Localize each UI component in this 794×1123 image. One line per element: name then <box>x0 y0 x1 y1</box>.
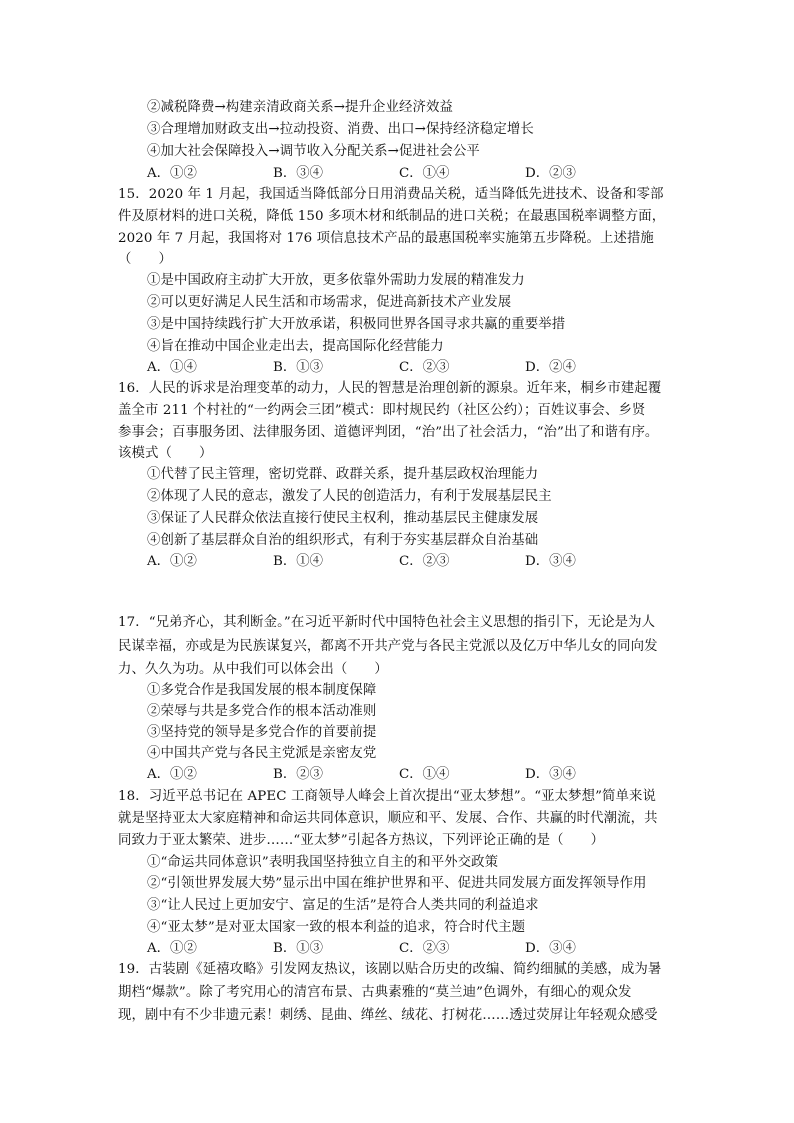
q19-stem-line: 现，剧中有不少非遗元素！刺绣、昆曲、缂丝、绒花、打树花……透过荧屏让年轻观众感受 <box>118 1008 658 1023</box>
q15-stem-line: （ ） <box>118 252 172 267</box>
q14-option-4: ④加大社会保障投入→调节收入分配关系→促进社会公平 <box>147 144 480 159</box>
q16-stem-line: 16．人民的诉求是治理变革的动力，人民的智慧是治理创新的源泉。近年来，桐乡市建起覆 <box>118 381 662 396</box>
q18-choices <box>147 938 627 960</box>
q14-choice-d: D．②③ <box>525 166 576 181</box>
q15-stem-line: 2020 年 7 月起，我国将对 176 项信息技术产品的最惠国税率实施第五步降税。上述措施 <box>118 231 654 246</box>
q18-stem-line: 同致力于亚太繁荣、进步……“亚太梦”引起各方热议，下列评论正确的是（ ） <box>118 833 605 848</box>
q18-option-3: ③“让人民过上更加安宁、富足的生活”是符合人类共同的利益追求 <box>147 898 539 913</box>
q16-option-3: ③保证了人民群众依法直接行使民主权利，推动基层民主健康发展 <box>147 511 539 526</box>
q16-option-4: ④创新了基层群众自治的组织形式，有利于夯实基层群众自治基础 <box>147 533 539 548</box>
q17-choice-d: D．③④ <box>525 767 576 782</box>
q18-option-1: ①“命运共同体意识”表明我国坚持独立自主的和平外交政策 <box>147 855 499 870</box>
q17-option-1: ①多党合作是我国发展的根本制度保障 <box>147 683 377 698</box>
q19-stem-line: 期档“爆款”。除了考究用心的清宫布景、古典素雅的“莫兰迪”色调外，有细心的观众发 <box>118 985 632 1000</box>
q14-choice-a: A．①② <box>147 166 197 181</box>
q16-stem-line: 该模式（ ） <box>118 446 213 461</box>
q14-choice-b: B．③④ <box>273 166 324 181</box>
q14-choices <box>147 163 627 185</box>
q17-option-4: ④中国共产党与各民主党派是亲密友党 <box>147 746 377 761</box>
q14-option-3: ③合理增加财政支出→拉动投资、消费、出口→保持经济稳定增长 <box>147 122 534 137</box>
q18-choice-b: B．①③ <box>273 941 324 956</box>
q16-choice-a: A．①② <box>147 554 197 569</box>
q17-stem-line: 17．“兄弟齐心，其利断金。”在习近平新时代中国特色社会主义思想的指引下，无论是为人 <box>118 615 656 630</box>
q17-option-3: ③坚持党的领导是多党合作的首要前提 <box>147 725 377 740</box>
q16-stem-line: 参事会；百事服务团、法律服务团、道德评判团，“治”出了社会活力，“治”出了和谐有序。 <box>118 425 659 440</box>
q16-option-1: ①代替了民主管理，密切党群、政群关系，提升基层政权治理能力 <box>147 467 539 482</box>
q16-option-2: ②体现了人民的意志，激发了人民的创造活力，有利于发展基层民主 <box>147 489 552 504</box>
q15-choice-c: C．②③ <box>399 360 450 375</box>
q16-choice-b: B．①④ <box>273 554 324 569</box>
q17-stem-line: 力、久久为功。从中我们可以体会出（ ） <box>118 662 388 677</box>
q16-stem-line: 盖全市 211 个村社的“一约两会三团”模式：即村规民约（社区公约）；百姓议事会、乡贤 <box>118 403 646 418</box>
q19-stem-line: 19．古装剧《延禧攻略》引发网友热议，该剧以贴合历史的改编、简约细腻的美感，成为暑 <box>118 962 662 977</box>
q16-choices <box>147 551 627 573</box>
q15-stem-line: 件及原材料的进口关税，降低 150 多项木材和纸制品的进口关税；在最惠国税率调整方面， <box>118 209 666 224</box>
q17-choice-a: A．①② <box>147 767 197 782</box>
q16-choice-c: C．②③ <box>399 554 450 569</box>
q18-choice-a: A．①② <box>147 941 197 956</box>
q17-stem-line: 民谋幸福，亦或是为民族谋复兴，都离不开共产党与各民主党派以及亿万中华儿女的同向发 <box>118 639 658 654</box>
q17-choices <box>147 764 627 786</box>
q17-choice-c: C．①④ <box>399 767 450 782</box>
q15-option-3: ③是中国持续践行扩大开放承诺，积极同世界各国寻求共赢的重要举措 <box>147 317 566 332</box>
q14-option-2: ②减税降费→构建亲清政商关系→提升企业经济效益 <box>147 100 453 115</box>
q18-choice-c: C．②③ <box>399 941 450 956</box>
q15-choice-a: A．①④ <box>147 360 197 375</box>
q15-choices <box>147 357 627 379</box>
q15-choice-b: B．①③ <box>273 360 324 375</box>
q18-choice-d: D．③④ <box>525 941 576 956</box>
q18-option-4: ④“亚太梦”是对亚太国家一致的根本利益的追求，符合时代主题 <box>147 920 526 935</box>
q18-stem-line: 就是坚持亚太大家庭精神和命运共同体意识，顺应和平、发展、合作、共赢的时代潮流，共 <box>118 811 658 826</box>
q17-choice-b: B．②③ <box>273 767 324 782</box>
q15-stem-line: 15．2020 年 1 月起，我国适当降低部分日用消费品关税，适当降低先进技术、设备和零部 <box>118 187 664 202</box>
q18-stem-line: 18．习近平总书记在 APEC 工商领导人峰会上首次提出“亚太梦想”。“亚太梦想”简单来说 <box>118 789 657 804</box>
q15-option-4: ④旨在推动中国企业走出去，提高国际化经营能力 <box>147 339 444 354</box>
q18-option-2: ②“引领世界发展大势”显示出中国在维护世界和平、促进共同发展方面发挥领导作用 <box>147 876 647 891</box>
q15-option-2: ②可以更好满足人民生活和市场需求，促进高新技术产业发展 <box>147 295 512 310</box>
q16-choice-d: D．③④ <box>525 554 576 569</box>
q15-option-1: ①是中国政府主动扩大开放，更多依靠外需助力发展的精准发力 <box>147 273 525 288</box>
q15-choice-d: D．②④ <box>525 360 576 375</box>
q14-choice-c: C．①④ <box>399 166 450 181</box>
q17-option-2: ②荣辱与共是多党合作的根本活动准则 <box>147 704 377 719</box>
